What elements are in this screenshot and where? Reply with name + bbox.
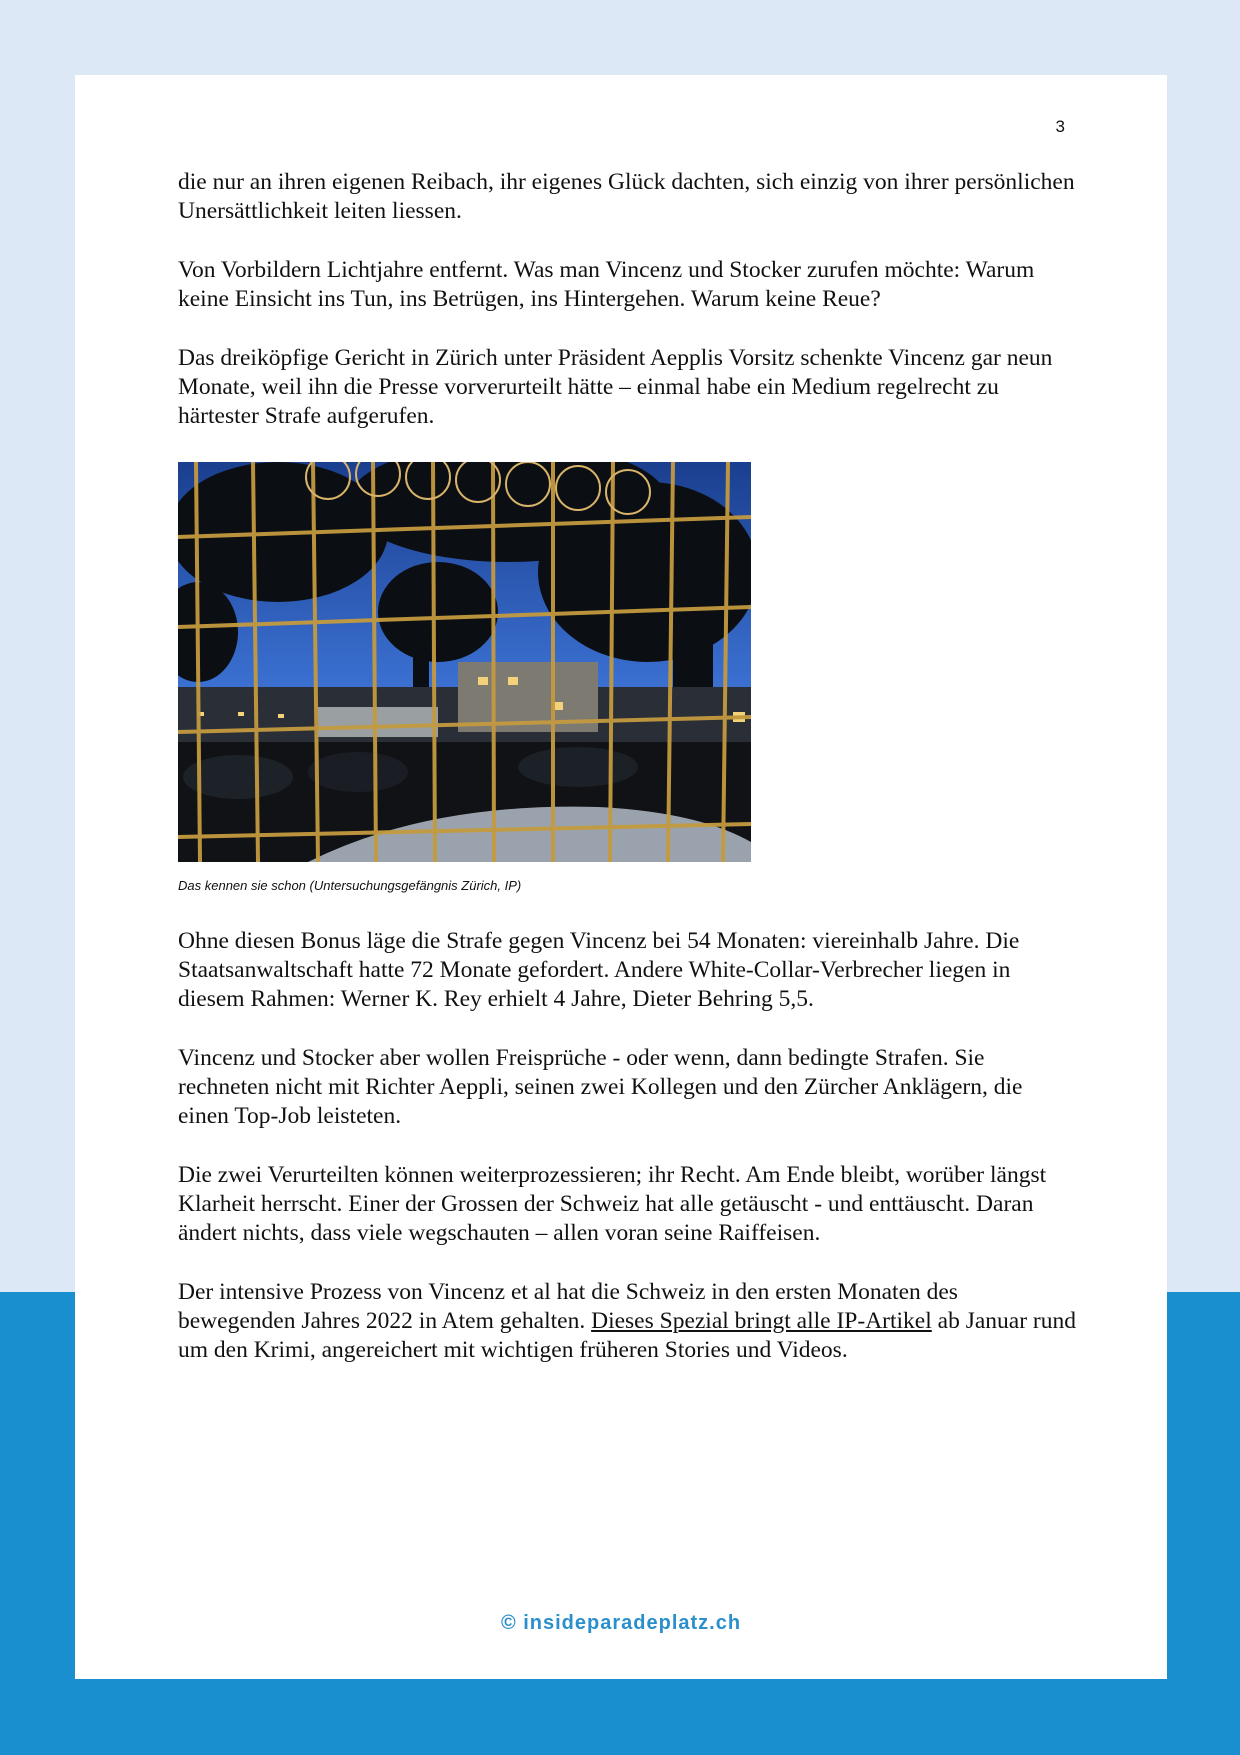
paragraph-text: ab Januar rund um den Krimi, angereichert mit wichtigen früheren Stories und Videos. xyxy=(178,1308,1076,1363)
footer-copyright: © insideparadeplatz.ch xyxy=(500,1612,742,1634)
paragraph: Das dreiköpfige Gericht in Zürich unter Präsident Aepplis Vorsitz schenkte Vincenz gar neun Monate, weil ihn die Presse vorverurteilt hätte – einmal habe ein Medium regelrecht zu härtester Strafe aufgerufen. xyxy=(178,345,1053,429)
figure-caption: Das kennen sie schon (Untersuchungsgefängnis Zürich, IP) xyxy=(178,878,522,893)
paragraph: Die zwei Verurteilten können weiterprozessieren; ihr Recht. Am Ende bleibt, worüber längst Klarheit herrscht. Einer der Grossen der Schweiz hat alle getäuscht - und enttäuscht. Daran ändert nichts, dass viele wegschauten – allen voran seine Raiffeisen. xyxy=(178,1162,1047,1246)
page-number: 3 xyxy=(1055,117,1065,136)
paragraph: Ohne diesen Bonus läge die Strafe gegen Vincenz bei 54 Monaten: viereinhalb Jahre. Die Staatsanwaltschaft hatte 72 Monate gefordert. Andere White-Collar-Verbrecher liegen in diesem Rahmen: Werner K. Rey erhielt 4 Jahre, Dieter Behring 5,5. xyxy=(178,928,1020,1012)
article-body xyxy=(178,168,1078,1395)
paragraph-with-link xyxy=(178,1278,1078,1365)
paragraph: die nur an ihren eigenen Reibach, ihr eigenes Glück dachten, sich einzig von ihrer persönlichen Unersättlichkeit leiten liessen. xyxy=(178,169,1075,224)
ip-articles-link[interactable]: Dieses Spezial bringt alle IP-Artikel xyxy=(591,1308,932,1334)
paragraph: Von Vorbildern Lichtjahre entfernt. Was man Vincenz und Stocker zurufen möchte: Warum keine Einsicht ins Tun, ins Betrügen, ins Hintergehen. Warum keine Reue? xyxy=(178,257,1035,312)
paragraph: Vincenz und Stocker aber wollen Freisprüche - oder wenn, dann bedingte Strafen. Sie rechneten nicht mit Richter Aeppli, seinen zwei Kollegen und den Zürcher Anklägern, die einen Top-Job leisteten. xyxy=(178,1045,1023,1129)
prison-fence-photo xyxy=(178,462,751,862)
document-page xyxy=(75,75,1167,1679)
paragraph-text: Der intensive Prozess von Vincenz et al hat die Schweiz in den ersten Monaten des bewegenden Jahres 2022 in Atem gehalten. xyxy=(178,1279,958,1334)
article-figure xyxy=(178,461,1078,893)
